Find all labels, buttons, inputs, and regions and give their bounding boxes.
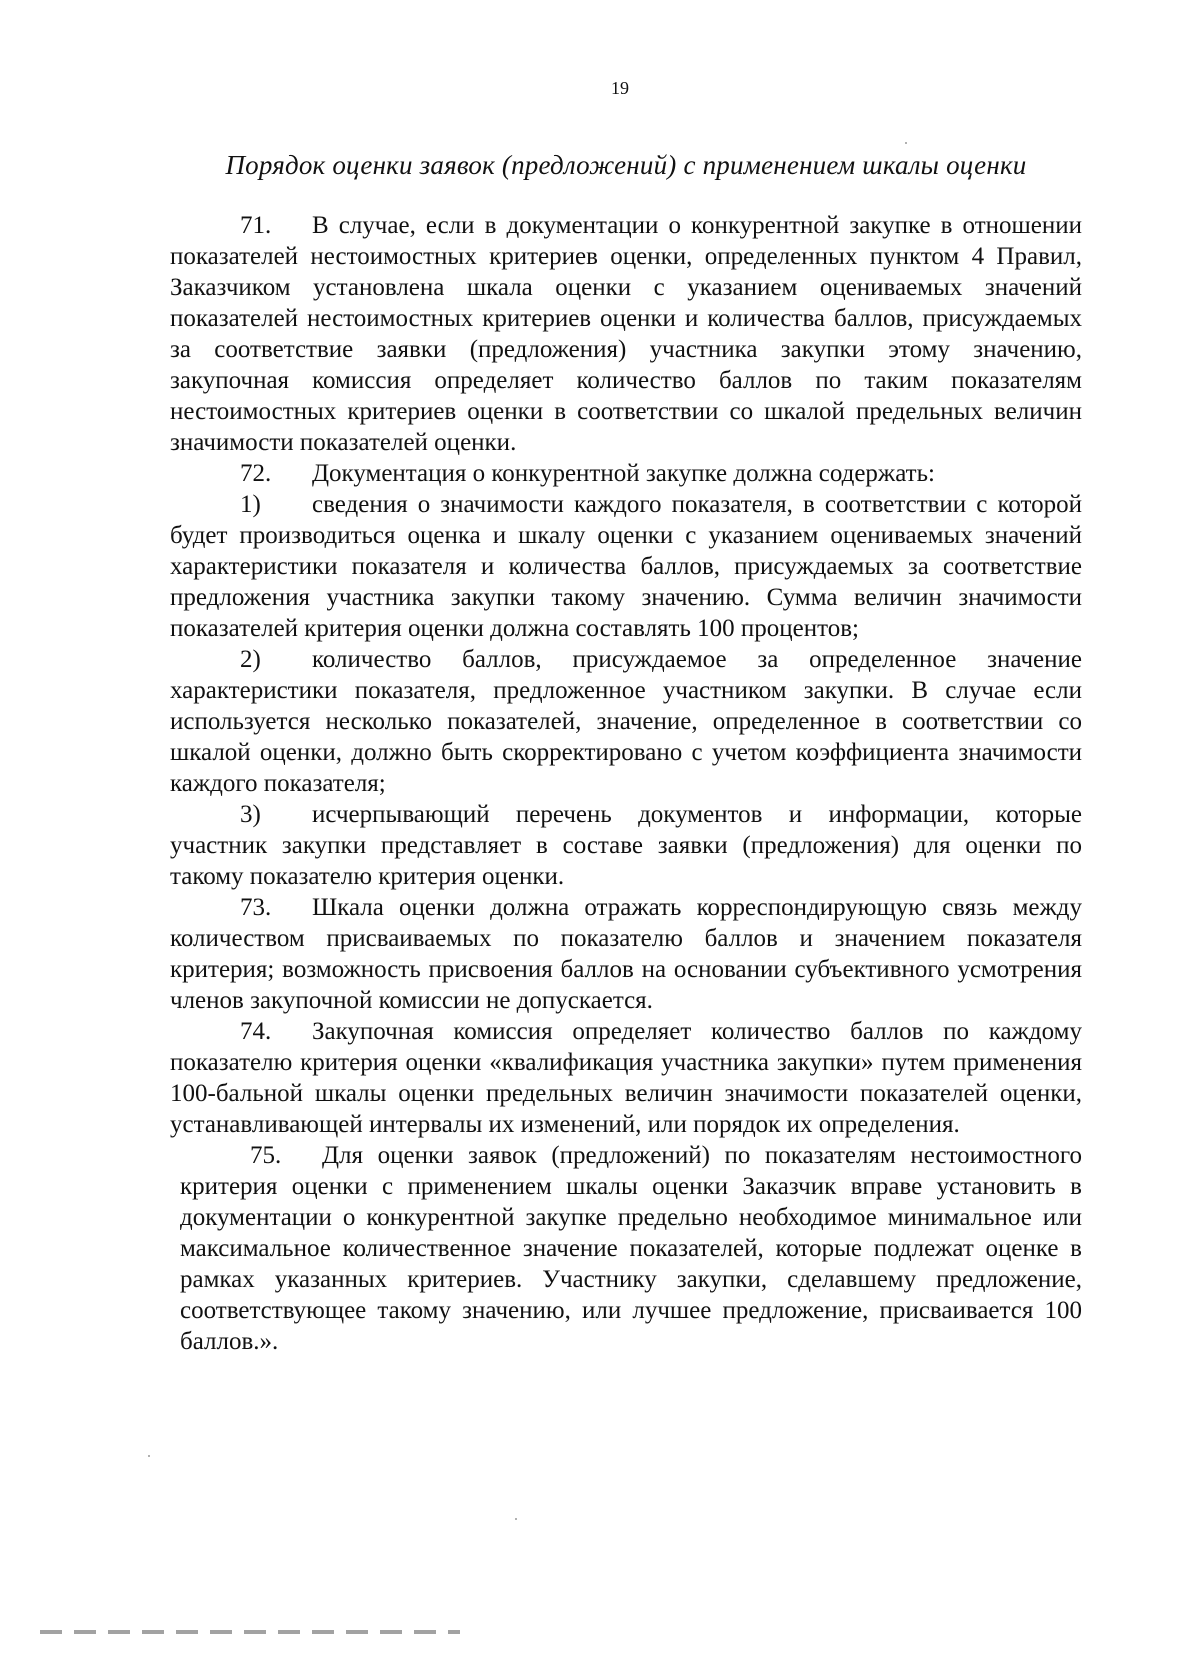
scan-speck — [515, 1518, 517, 1520]
list-item-text: количество баллов, присуждаемое за определенное значение характеристики показателя, предложенное участником закупки. В случае если используется несколько показателей, значение, определенное в соответствии со шкалой оценки, должно быть скорректировано с учетом коэффициента значимости каждого показателя; — [170, 646, 1082, 797]
list-item-text: сведения о значимости каждого показателя, в соответствии с которой будет производиться оценка и шкалу оценки с указанием оцениваемых значений характеристики показателя и количества баллов, присуждаемых за соответствие предложения участника закупки такому значению. Сумма величин значимости показателей критерия оценки должна составлять 100 процентов; — [170, 491, 1082, 642]
list-item-1 — [170, 489, 1082, 644]
list-item-number: 2) — [240, 646, 261, 673]
section-heading: Порядок оценки заявок (предложений) с применением шкалы оценки — [225, 150, 1027, 180]
scan-speck — [905, 142, 907, 144]
list-item-2 — [170, 644, 1082, 799]
paragraph-number: 74. — [240, 1018, 272, 1045]
paragraph-text: Для оценки заявок (предложений) по показателям нестоимостного критерия оценки с применением шкалы оценки Заказчик вправе установить в документации о конкурентной закупке предельно необходимое минимальное или максимальное количественное значение показателей, которые подлежат оценке в рамках указанных критериев. Участнику закупки, сделавшему предложение, соответствующее такому значению, или лучшее предложение, присваивается 100 баллов.». — [180, 1142, 1082, 1355]
paragraph-71 — [170, 210, 1082, 458]
scan-speck — [148, 1455, 150, 1457]
paragraph-75 — [170, 1140, 1082, 1357]
paragraph-72 — [170, 458, 1082, 489]
paragraph-74 — [170, 1016, 1082, 1140]
paragraph-text: Документация о конкурентной закупке должна содержать: — [312, 460, 935, 487]
list-item-3 — [170, 799, 1082, 892]
paragraph-text: Шкала оценки должна отражать корреспондирующую связь между количеством присваиваемых по показателю баллов и значением показателя критерия; возможность присвоения баллов на основании субъективного усмотрения членов закупочной комиссии не допускается. — [170, 894, 1082, 1014]
paragraph-text: Закупочная комиссия определяет количество баллов по каждому показателю критерия оценки «квалификация участника закупки» путем применения 100-бальной шкалы оценки предельных величин значимости показателей оценки, устанавливающей интервалы их изменений, или порядок их определения. — [170, 1018, 1082, 1138]
scan-artifact-line — [40, 1630, 460, 1634]
paragraph-text: В случае, если в документации о конкурентной закупке в отношении показателей нестоимостных критериев оценки, определенных пунктом 4 Правил, Заказчиком установлена шкала оценки с указанием оцениваемых значений показателей нестоимостных критериев оценки и количества баллов, присуждаемых за соответствие заявки (предложения) участника закупки этому значению, закупочная комиссия определяет количество баллов по таким показателям нестоимостных критериев оценки в соответствии со шкалой предельных величин значимости показателей оценки. — [170, 212, 1082, 456]
list-item-number: 1) — [240, 491, 261, 518]
paragraph-number: 71. — [240, 212, 272, 239]
list-item-number: 3) — [240, 801, 261, 828]
paragraph-number: 72. — [240, 460, 272, 487]
page-number: 19 — [611, 78, 629, 98]
document-body — [170, 210, 1082, 1357]
list-item-text: исчерпывающий перечень документов и информации, которые участник закупки представляет в составе заявки (предложения) для оценки по такому показателю критерия оценки. — [170, 801, 1082, 890]
paragraph-number: 75. — [250, 1142, 282, 1169]
paragraph-number: 73. — [240, 894, 272, 921]
paragraph-73 — [170, 892, 1082, 1016]
